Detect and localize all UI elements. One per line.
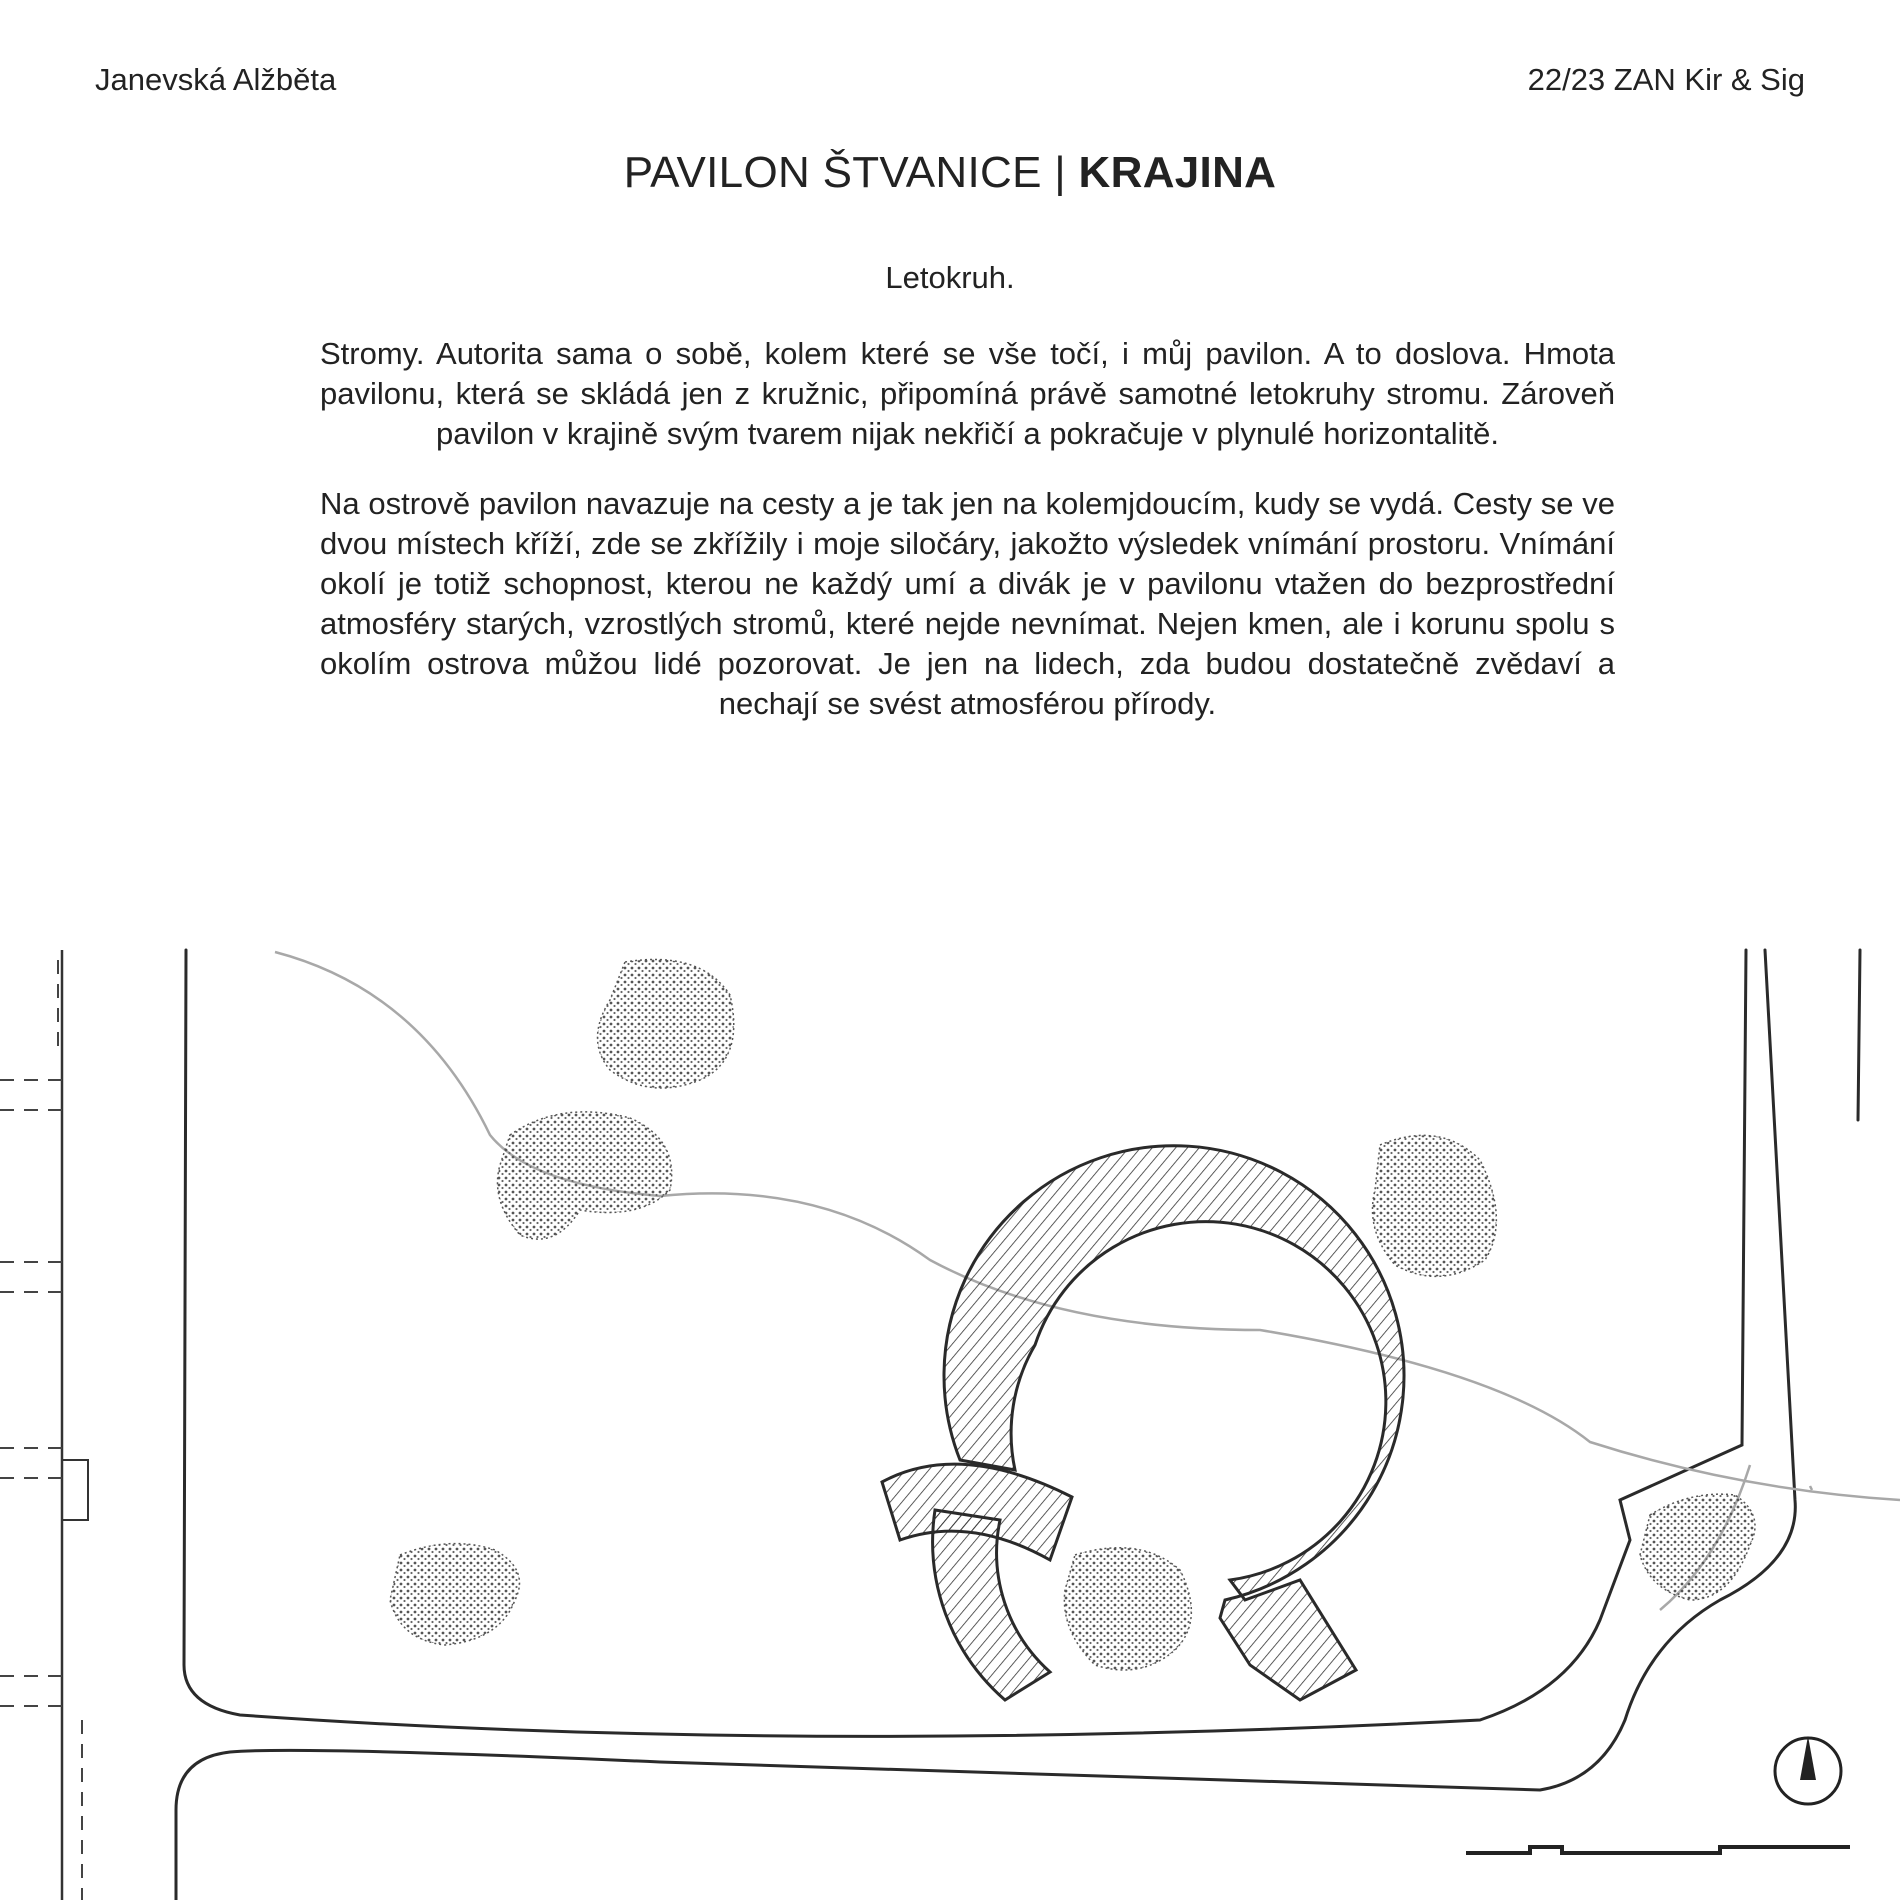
left-building-edge (62, 950, 88, 1900)
course-code: 22/23 ZAN Kir & Sig (1527, 62, 1805, 97)
tree-1 (598, 959, 734, 1088)
island-outline (176, 950, 1860, 1900)
tree-5 (1064, 1548, 1191, 1670)
title-emphasis: KRAJINA (1078, 148, 1277, 197)
paragraph-2: Na ostrově pavilon navazuje na cesty a je tak jen na kolemjdoucím, kudy se vydá. Cesty se ve dvou místech kříží, zde se zkřížily i moje siločáry, jakožto výsledek vnímání prostoru. Vnímání okolí je totiž schopnost, kterou ne každý umí a divák je v pavilonu vtažen do bezprostřední atmosféry starých, vzrostlých stromů, které nejde nevnímat. Nejen kmen, ale i korunu spolu s okolím ostrova můžou lidé pozorovat. Je jen na lidech, zda budou dostatečně zvědaví a nechají se svést atmosférou přírody. (320, 486, 1615, 721)
subtitle: Letokruh. (885, 260, 1015, 295)
tree-3 (1373, 1135, 1497, 1276)
author-name: Janevská Alžběta (95, 62, 337, 97)
tree-canopies (390, 959, 1755, 1670)
title-main: PAVILON ŠTVANICE | (623, 148, 1079, 197)
tree-6 (1640, 1494, 1755, 1600)
scale-bar (1466, 1847, 1850, 1853)
tree-4 (390, 1544, 520, 1645)
north-arrow-icon (1775, 1736, 1841, 1804)
tree-2 (498, 1112, 672, 1239)
paragraph-1: Stromy. Autorita sama o sobě, kolem které se vše točí, i můj pavilon. A to doslova. Hmota pavilonu, která se skládá jen z kružnic, připomíná právě samotné letokruhy stromu. Zároveň pavilon v krajině svým tvarem nijak nekřičí a pokračuje v plynulé horizontalitě. (320, 336, 1615, 451)
left-dashed-lines (0, 960, 82, 1900)
